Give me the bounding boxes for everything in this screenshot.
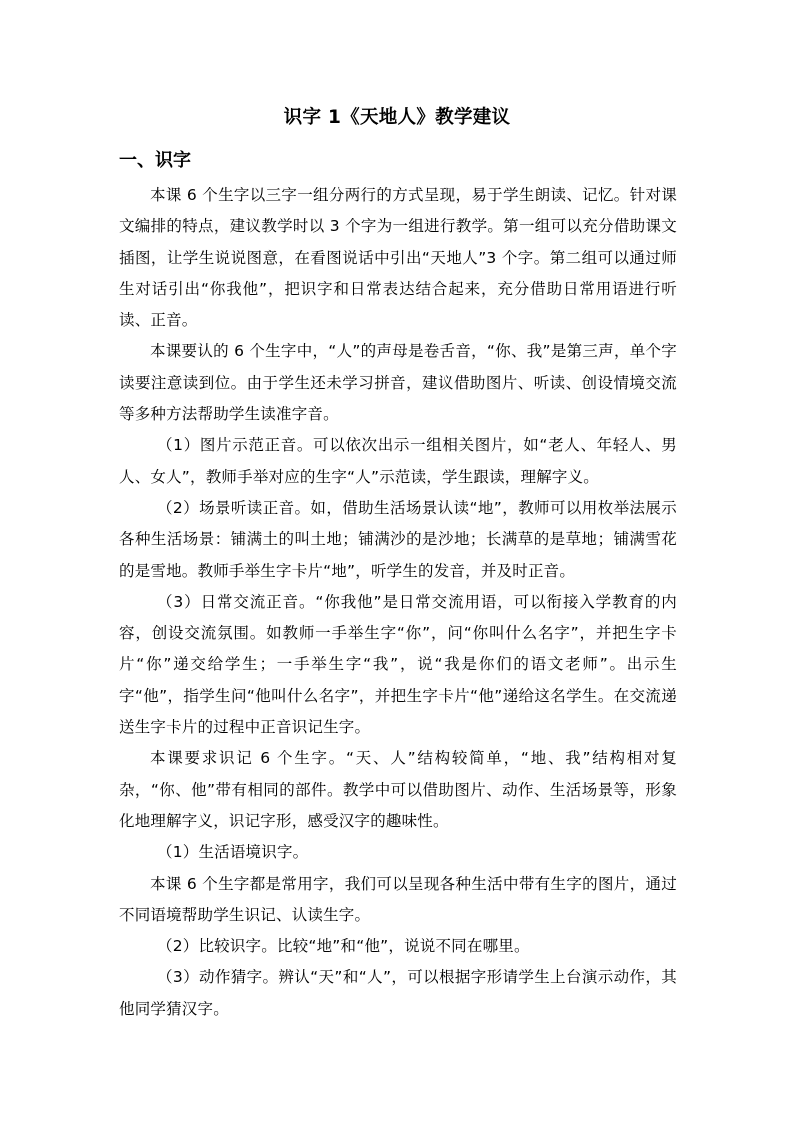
section-heading-literacy: 一、识字: [119, 150, 191, 171]
paragraph-method-context: （1）生活语境识字。: [157, 843, 309, 862]
paragraph-method-dialogue: （3）日常交流正音。“你我他”是日常交流用语，可以衔接入学教育的内容，创设交流氛围。如教师一手举生字“你”，问“你叫什么名字”，并把生字卡片“你”递交给学生；一手举生字“我”，说“我是你们的语文老师”。出示生字“他”，指学生问“他叫什么名字”，并把生字卡片“他”递给这名学生。在交流递送生字卡片的过程中正音识记生字。: [119, 592, 677, 737]
paragraph-method-scene: （2）场景听读正音。如，借助生活场景认读“地”，教师可以用枚举法展示各种生活场景：铺满土的叫土地；铺满沙的是沙地；长满草的是草地；铺满雪花的是雪地。教师手举生字卡片“地”，听学生的发音，并及时正音。: [119, 498, 677, 580]
paragraph-intro: 本课 6 个生字以三字一组分两行的方式呈现，易于学生朗读、记忆。针对课文编排的特点，建议教学时以 3 个字为一组进行教学。第一组可以充分借助课文插图，让学生说说图意，在看图说话中引出“天地人”3 个字。第二组可以通过师生对话引出“你我他”，把识字和日常表达结合起来，充分借助日常用语进行听读、正音。: [119, 186, 677, 330]
document-body: [119, 180, 677, 1025]
paragraph-method-picture: （1）图片示范正音。可以依次出示一组相关图片，如“老人、年轻人、男人、女人”，教师手举对应的生字“人”示范读，学生跟读，理解字义。: [119, 436, 677, 486]
paragraph-context-detail: 本课 6 个生字都是常用字，我们可以呈现各种生活中带有生字的图片，通过不同语境帮助学生识记、认读生字。: [119, 874, 677, 924]
paragraph-pronunciation: 本课要认的 6 个生字中，“人”的声母是卷舌音，“你、我”是第三声，单个字读要注意读到位。由于学生还未学习拼音，建议借助图片、听读、创设情境交流等多种方法帮助学生读准字音。: [119, 342, 677, 424]
document-title: 识字 1《天地人》教学建议: [283, 107, 511, 128]
paragraph-method-compare: （2）比较识字。比较“地”和“他”，说说不同在哪里。: [157, 937, 530, 956]
paragraph-method-action: （3）动作猜字。辨认“天”和“人”，可以根据字形请学生上台演示动作，其他同学猜汉字。: [119, 968, 677, 1018]
paragraph-memorize: 本课要求识记 6 个生字。“天、人”结构较简单，“地、我”结构相对复杂，“你、他”带有相同的部件。教学中可以借助图片、动作、生活场景等，形象化地理解字义，识记字形，感受汉字的趣味性。: [119, 749, 677, 830]
